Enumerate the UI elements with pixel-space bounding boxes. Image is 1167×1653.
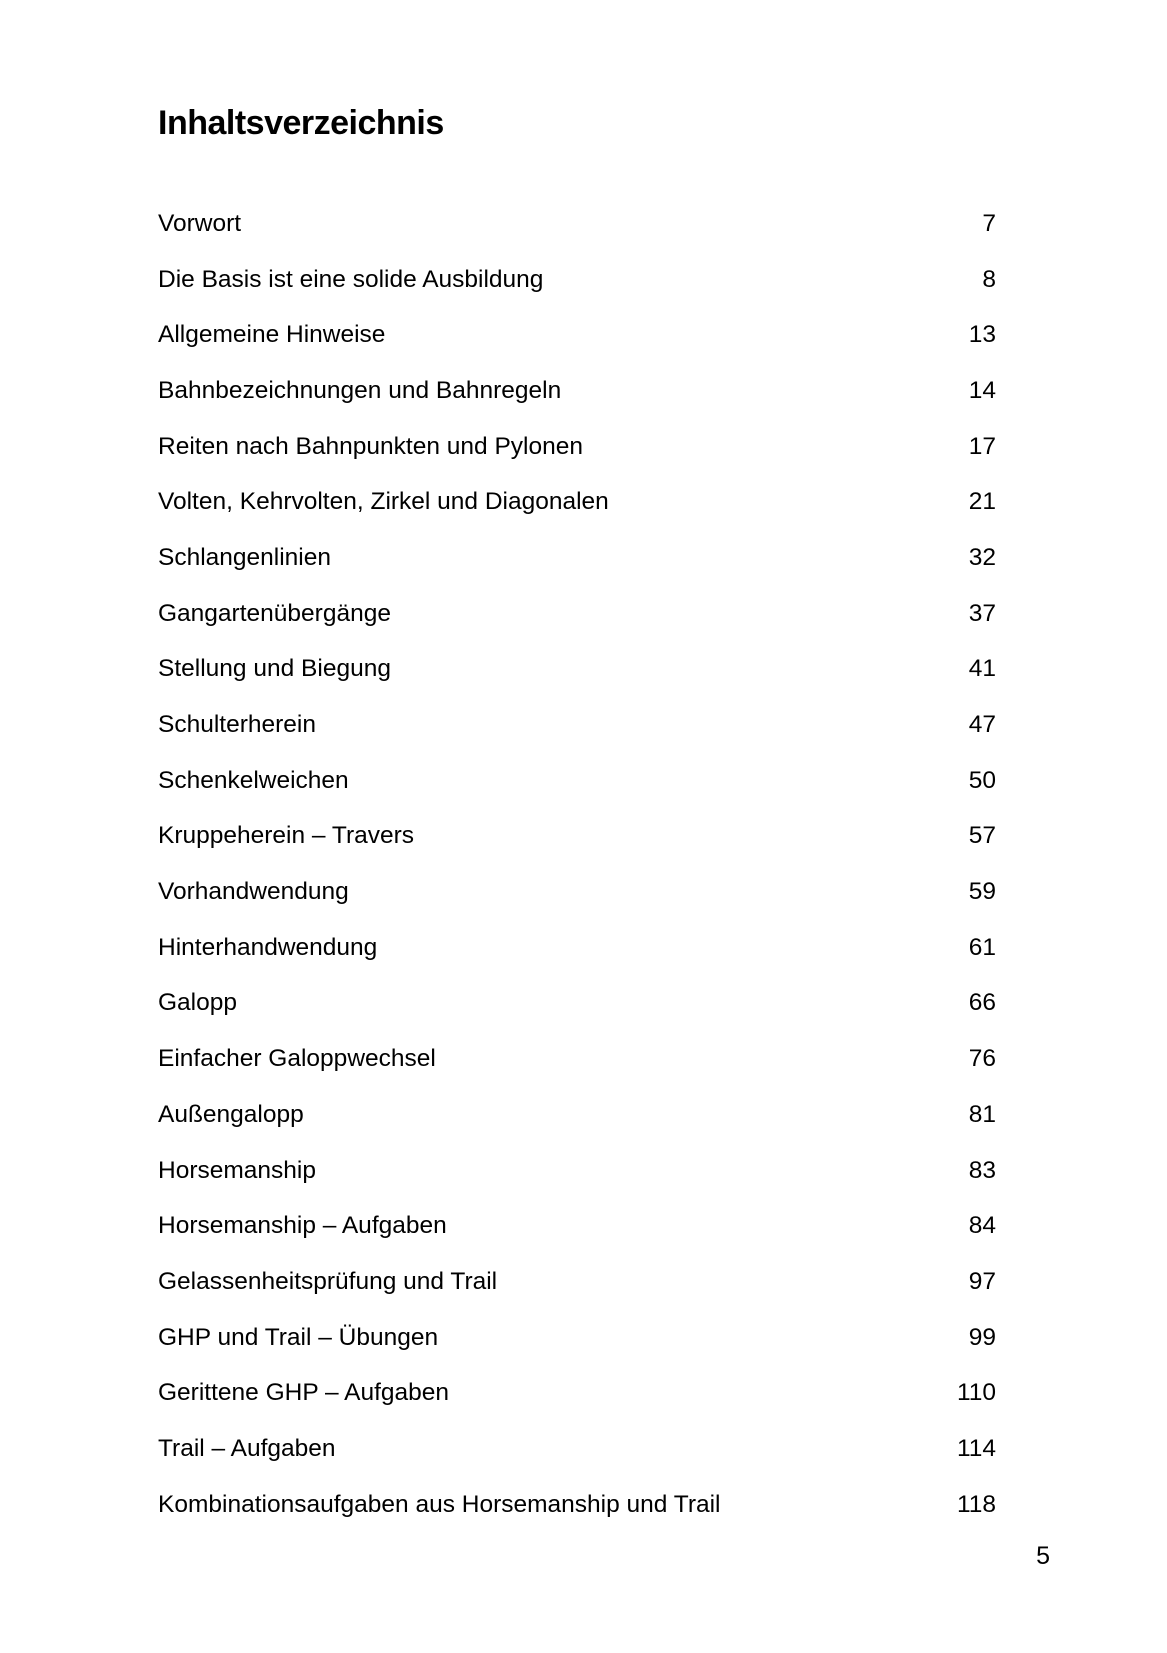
toc-entry-label: Galopp xyxy=(158,989,238,1017)
toc-entry-label: Reiten nach Bahnpunkten und Pylonen xyxy=(158,432,583,460)
toc-entry-page: 21 xyxy=(968,488,996,516)
toc-entry-page: 99 xyxy=(968,1323,996,1351)
toc-entry xyxy=(158,419,996,475)
toc-entry-label: Außengalopp xyxy=(158,1100,304,1128)
toc-entry xyxy=(158,1143,996,1199)
toc-entry xyxy=(158,1031,996,1087)
toc-entry xyxy=(158,976,996,1032)
toc-entry-page: 8 xyxy=(982,265,996,293)
toc-entry-label: Gangartenübergänge xyxy=(158,599,391,627)
toc-entry xyxy=(158,920,996,976)
table-of-contents xyxy=(158,196,996,1533)
toc-entry xyxy=(158,642,996,698)
toc-entry xyxy=(158,1087,996,1143)
toc-entry-page: 110 xyxy=(956,1379,996,1407)
toc-entry-page: 114 xyxy=(956,1434,996,1462)
toc-entry xyxy=(158,1198,996,1254)
toc-entry-label: Trail – Aufgaben xyxy=(158,1434,336,1462)
toc-entry xyxy=(158,864,996,920)
toc-entry-label: Gerittene GHP – Aufgaben xyxy=(158,1379,450,1407)
toc-entry-page: 83 xyxy=(968,1156,996,1184)
toc-entry-page: 76 xyxy=(968,1045,996,1073)
toc-entry-page: 97 xyxy=(968,1267,996,1295)
toc-entry-label: Schlangenlinien xyxy=(158,543,331,571)
toc-entry xyxy=(158,1310,996,1366)
toc-entry-page: 14 xyxy=(968,376,996,404)
toc-entry-label: Vorwort xyxy=(158,209,242,237)
toc-entry-page: 32 xyxy=(968,543,996,571)
toc-entry-page: 37 xyxy=(968,599,996,627)
toc-entry-page: 57 xyxy=(968,822,996,850)
toc-entry xyxy=(158,753,996,809)
toc-entry xyxy=(158,1254,996,1310)
toc-entry xyxy=(158,697,996,753)
toc-entry-page: 59 xyxy=(968,878,996,906)
toc-entry xyxy=(158,1477,996,1533)
toc-entry-page: 50 xyxy=(968,766,996,794)
toc-entry xyxy=(158,586,996,642)
page-title: Inhaltsverzeichnis xyxy=(158,104,444,142)
toc-entry-page: 118 xyxy=(956,1490,996,1518)
toc-entry xyxy=(158,1421,996,1477)
toc-entry-page: 13 xyxy=(968,321,996,349)
toc-entry-page: 66 xyxy=(968,989,996,1017)
toc-entry-label: Die Basis ist eine solide Ausbildung xyxy=(158,265,544,293)
toc-entry-label: Horsemanship xyxy=(158,1156,316,1184)
toc-entry-page: 7 xyxy=(982,209,996,237)
toc-entry xyxy=(158,1365,996,1421)
toc-entry-label: Hinterhandwendung xyxy=(158,933,378,961)
toc-entry-page: 17 xyxy=(968,432,996,460)
toc-entry-label: Stellung und Biegung xyxy=(158,655,391,683)
toc-entry-label: Bahnbezeichnungen und Bahnregeln xyxy=(158,376,562,404)
toc-entry xyxy=(158,196,996,252)
page-number: 5 xyxy=(1036,1542,1050,1570)
toc-entry-label: Einfacher Galoppwechsel xyxy=(158,1045,436,1073)
toc-entry xyxy=(158,474,996,530)
toc-entry-label: Kruppeherein – Travers xyxy=(158,822,415,850)
toc-entry xyxy=(158,530,996,586)
toc-entry-page: 47 xyxy=(968,711,996,739)
toc-entry-page: 81 xyxy=(968,1100,996,1128)
toc-entry-label: GHP und Trail – Übungen xyxy=(158,1323,439,1351)
toc-entry xyxy=(158,307,996,363)
toc-entry xyxy=(158,252,996,308)
toc-entry-label: Kombinationsaufgaben aus Horsemanship und Trail xyxy=(158,1490,721,1518)
toc-entry xyxy=(158,363,996,419)
toc-entry-label: Gelassenheitsprüfung und Trail xyxy=(158,1267,498,1295)
toc-entry-page: 84 xyxy=(968,1212,996,1240)
toc-entry-label: Schenkelweichen xyxy=(158,766,349,794)
toc-entry-label: Horsemanship – Aufgaben xyxy=(158,1212,447,1240)
toc-entry-page: 61 xyxy=(968,933,996,961)
toc-entry-label: Allgemeine Hinweise xyxy=(158,321,386,349)
toc-entry-label: Vorhandwendung xyxy=(158,878,349,906)
toc-entry-page: 41 xyxy=(968,655,996,683)
toc-entry-label: Schulterherein xyxy=(158,711,316,739)
toc-entry xyxy=(158,809,996,865)
toc-entry-label: Volten, Kehrvolten, Zirkel und Diagonalen xyxy=(158,488,609,516)
